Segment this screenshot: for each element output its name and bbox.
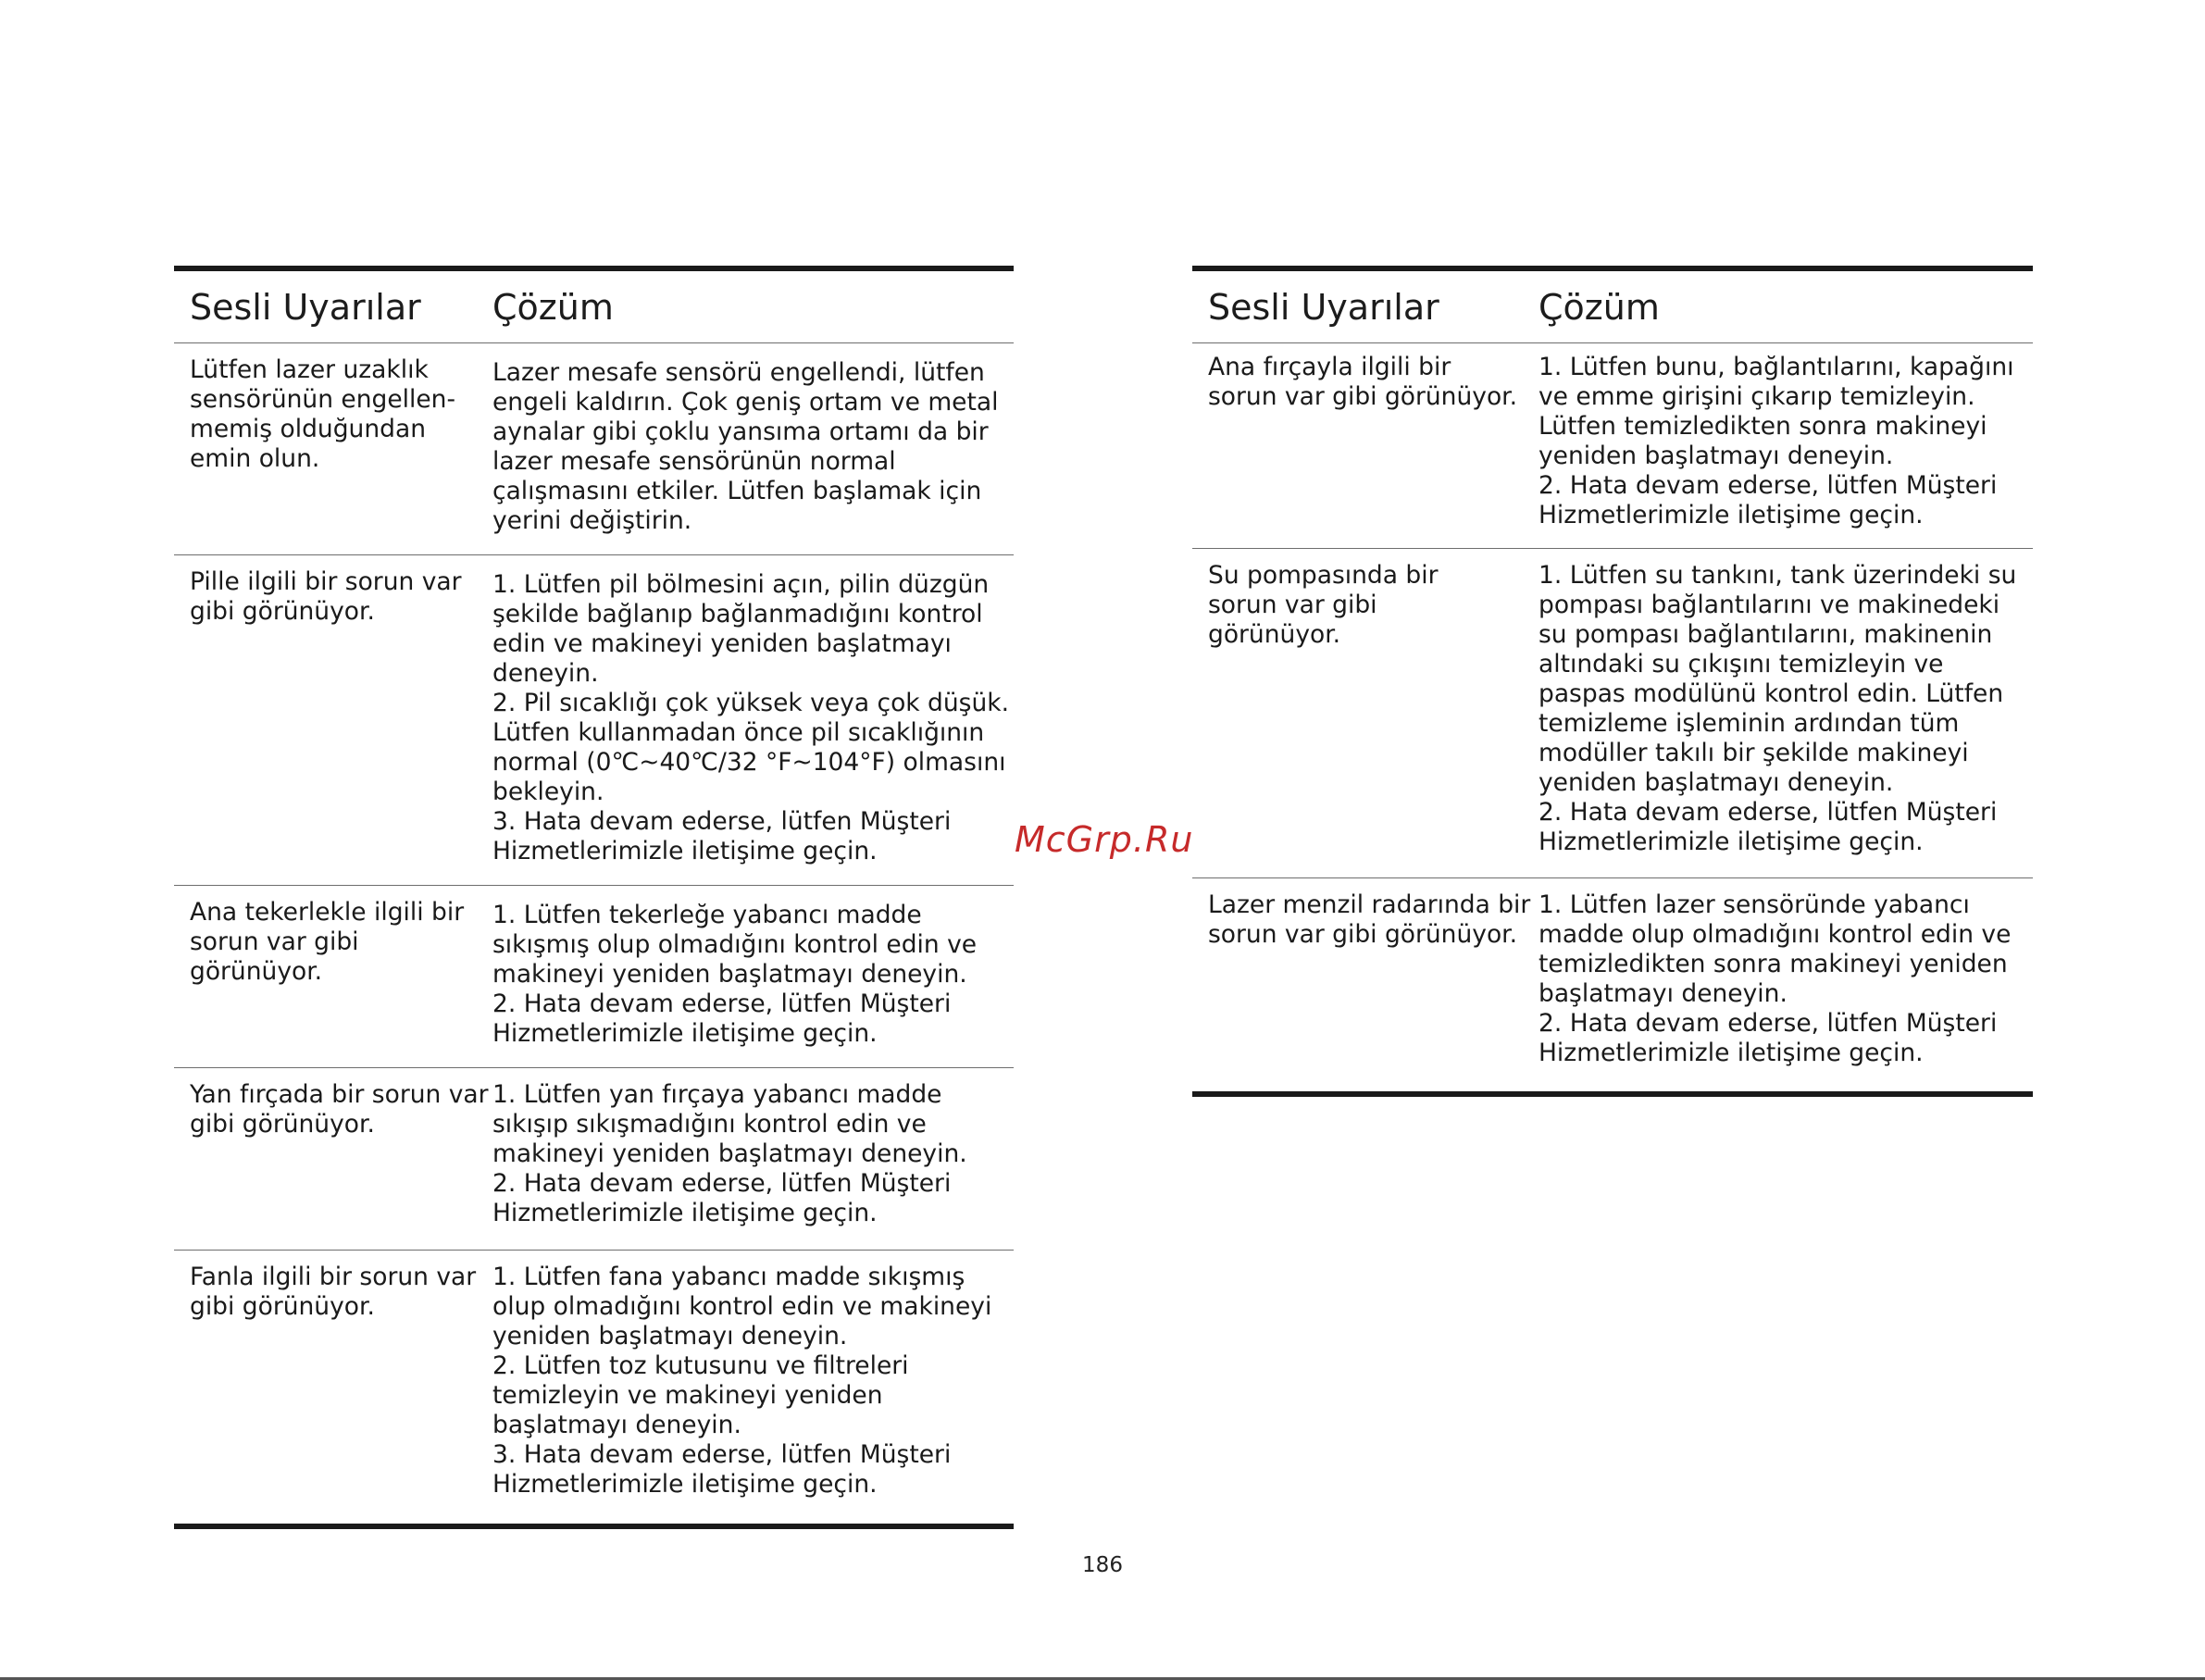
left-table bbox=[174, 266, 1014, 1529]
warning-cell: Lütfen lazer uzaklık sensörünün engellen- memiş olduğundan emin olun. bbox=[190, 355, 456, 473]
table-row bbox=[1192, 549, 2033, 878]
header-solution: Çözüm bbox=[492, 286, 614, 328]
table-bottom-rule bbox=[174, 1524, 1014, 1529]
table-row bbox=[1192, 343, 2033, 549]
warning-cell: Yan fırçada bir sorun var gibi görünüyor. bbox=[190, 1080, 489, 1139]
table-bottom-rule bbox=[1192, 1091, 2033, 1097]
watermark: McGrp.Ru bbox=[1015, 819, 1194, 860]
warning-cell: Fanla ilgili bir sorun var gibi görünüyor. bbox=[190, 1263, 477, 1321]
warning-cell: Ana tekerlekle ilgili bir sorun var gibi görünüyor. bbox=[190, 898, 465, 986]
warning-cell: Ana fırçayla ilgili bir sorun var gibi görünüyor. bbox=[1208, 353, 1518, 411]
solution-cell: 1. Lütfen bunu, bağlantılarını, kapağını ve emme girişini çıkarıp temizleyin. Lütfen temizledikten sonra makineyi yeniden başlatmayı deneyin. 2. Hata devam ederse, lütfen Müşteri Hizmetlerimizle iletişime geçin. bbox=[1539, 353, 2014, 529]
table-row bbox=[1192, 878, 2033, 1091]
warning-cell: Su pompasında bir sorun var gibi görünüyor. bbox=[1208, 561, 1439, 649]
table-header bbox=[1192, 271, 2033, 343]
header-warnings: Sesli Uyarılar bbox=[190, 286, 421, 328]
warning-cell: Lazer menzil radarında bir sorun var gibi görünüyor. bbox=[1208, 890, 1531, 949]
header-warnings: Sesli Uyarılar bbox=[1208, 286, 1439, 328]
warning-cell: Pille ilgili bir sorun var gibi görünüyor. bbox=[190, 567, 462, 626]
table-row bbox=[174, 1068, 1014, 1251]
solution-cell: 1. Lütfen fana yabancı madde sıkışmış olup olmadığını kontrol edin ve makineyi yeniden başlatmayı deneyin. 2. Lütfen toz kutusunu ve filtreleri temizleyin ve makineyi yeniden başlatmayı deneyin. 3. Hata devam ederse, lütfen Müşteri Hizmetlerimizle iletişime geçin. bbox=[492, 1263, 992, 1499]
table-row bbox=[174, 555, 1014, 886]
solution-cell: 1. Lütfen lazer sensöründe yabancı madde olup olmadığını kontrol edin ve temizledikten sonra makineyi yeniden başlatmayı deneyin. 2. Hata devam ederse, lütfen Müşteri Hizmetlerimizle iletişime geçin. bbox=[1539, 890, 2012, 1067]
table-row bbox=[174, 886, 1014, 1068]
solution-cell: Lazer mesafe sensörü engellendi, lütfen engeli kaldırın. Çok geniş ortam ve metal aynalar gibi çoklu yansıma ortamı da bir lazer mesafe sensörünün normal çalışmasını etkiler. Lütfen başlamak için yerini değiştirin. bbox=[492, 358, 999, 535]
solution-cell: 1. Lütfen su tankını, tank üzerindeki su pompası bağlantılarını ve makinedeki su pompası bağlantılarını, makinenin altındaki su çıkışını temizleyin ve paspas modülünü kontrol edin. Lütfen temizleme işleminin ardından tüm modüller takılı bir şekilde makineyi yeniden başlatmayı deneyin. 2. Hata devam ederse, lütfen Müşteri Hizmetlerimizle iletişime geçin. bbox=[1539, 561, 2017, 856]
table-header bbox=[174, 271, 1014, 343]
solution-cell: 1. Lütfen pil bölmesini açın, pilin düzgün şekilde bağlanıp bağlanmadığını kontrol edin ve makineyi yeniden başlatmayı deneyin. 2. Pil sıcaklığı çok yüksek veya çok düşük. Lütfen kullanmadan önce pil sıcaklığının normal (0℃~40℃/32 °F~104°F) olmasını bekleyin. 3. Hata devam ederse, lütfen Müşteri Hizmetlerimizle iletişime geçin. bbox=[492, 570, 1010, 865]
table-row bbox=[174, 343, 1014, 555]
right-table bbox=[1192, 266, 2033, 1097]
solution-cell: 1. Lütfen yan fırçaya yabancı madde sıkışıp sıkışmadığını kontrol edin ve makineyi yeniden başlatmayı deneyin. 2. Hata devam ederse, lütfen Müşteri Hizmetlerimizle iletişime geçin. bbox=[492, 1080, 967, 1227]
page-number: 186 bbox=[1082, 1553, 1123, 1577]
header-solution: Çözüm bbox=[1539, 286, 1660, 328]
solution-cell: 1. Lütfen tekerleğe yabancı madde sıkışmış olup olmadığını kontrol edin ve makineyi yeniden başlatmayı deneyin. 2. Hata devam ederse, lütfen Müşteri Hizmetlerimizle iletişime geçin. bbox=[492, 901, 978, 1048]
table-row bbox=[174, 1251, 1014, 1524]
